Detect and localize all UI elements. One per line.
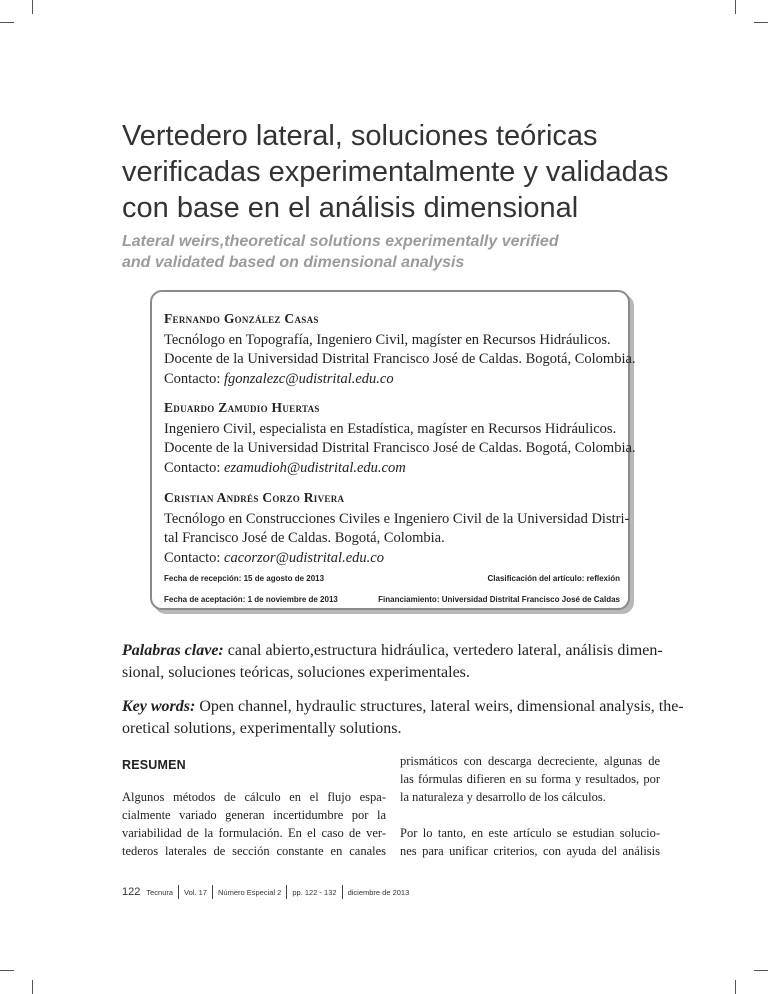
body-line: Por lo tanto, en este artículo se estudian solucio-	[400, 826, 660, 840]
title-line: verificadas experimentalmente y validadas	[122, 156, 669, 188]
page-range: pp. 122 - 132	[292, 887, 337, 897]
author-email-link[interactable]: cacorzor@udistrital.edu.co	[224, 549, 384, 566]
funding-source: Financiamiento: Universidad Distrital Francisco José de Caldas	[378, 595, 620, 604]
author-contact	[164, 549, 624, 569]
article-title	[122, 118, 682, 226]
footer-divider	[342, 885, 343, 899]
journal-volume: Vol. 17	[184, 887, 207, 897]
author-email-link[interactable]: ezamudioh@udistrital.edu.com	[224, 459, 406, 476]
body-line: Algunos métodos de cálculo en el flujo espa-	[122, 790, 386, 804]
journal-name: Tecnura	[146, 887, 174, 897]
acceptance-date: Fecha de aceptación: 1 de noviembre de 2013	[164, 595, 338, 604]
author-name: Eduardo Zamudio Huertas	[164, 400, 320, 415]
body-line: prismáticos con descarga decreciente, algunas de	[400, 754, 660, 768]
body-line: la naturaleza y desarrollo de los cálculos.	[400, 790, 606, 804]
author-affiliation: Tecnólogo en Construcciones Civiles e Ingeniero Civil de la Universidad Distri-	[164, 510, 630, 527]
footer-divider	[212, 885, 213, 899]
body-line: variabilidad de la formulación. En el caso de ver-	[122, 826, 386, 840]
author-email-link[interactable]: fgonzalezc@udistrital.edu.co	[224, 370, 394, 387]
resumen-right-column-p2	[400, 824, 660, 860]
body-line: nes para unificar criterios, con ayuda del análisis	[400, 844, 660, 858]
page-footer	[122, 885, 409, 899]
subtitle-line: Lateral weirs,theoretical solutions experimentally verified	[122, 233, 559, 250]
author-affiliation: Docente de la Universidad Distrital Francisco José de Caldas. Bogotá, Colombia.	[164, 351, 636, 367]
crop-mark	[735, 980, 736, 994]
footer-divider	[178, 885, 179, 899]
keywords-text: sional, soluciones teóricas, soluciones experimentales.	[122, 664, 470, 681]
author-block	[164, 398, 636, 478]
crop-mark	[0, 970, 14, 971]
keywords-text: oretical solutions, experimentally solutions.	[122, 720, 402, 737]
journal-issue: Número Especial 2	[217, 887, 282, 897]
body-line: las fórmulas difieren en su forma y resultados, por	[400, 772, 660, 786]
resumen-heading: RESUMEN	[122, 758, 186, 772]
author-name: Fernando González Casas	[164, 311, 319, 326]
contact-label: Contacto:	[164, 459, 225, 476]
keywords-spanish	[122, 640, 662, 684]
resumen-left-column	[122, 788, 386, 860]
english-subtitle	[122, 231, 682, 273]
body-line: cialmente variado generan incertidumbre por la	[122, 808, 386, 822]
author-block	[164, 309, 636, 389]
reception-date: Fecha de recepción: 15 de agosto de 2013	[164, 574, 325, 583]
author-affiliation: Tecnólogo en Topografía, Ingeniero Civil, magíster en Recursos Hidráulicos.	[164, 331, 611, 348]
crop-mark	[0, 22, 14, 23]
subtitle-line: and validated based on dimensional analysis	[122, 254, 465, 271]
crop-mark	[735, 0, 736, 14]
keywords-english	[122, 696, 684, 740]
author-name: Cristian Andrés Corzo Rivera	[164, 490, 345, 505]
crop-mark	[754, 970, 768, 971]
page-number: 122	[122, 886, 141, 898]
author-affiliation: Ingeniero Civil, especialista en Estadística, magíster en Recursos Hidráulicos.	[164, 420, 617, 437]
resumen-right-column	[400, 752, 660, 806]
contact-label: Contacto:	[164, 549, 225, 566]
keywords-label: Key words:	[122, 698, 196, 715]
author-affiliation: Docente de la Universidad Distrital Francisco José de Caldas. Bogotá, Colombia.	[164, 440, 636, 456]
article-classification: Clasificación del artículo: reflexión	[487, 574, 620, 583]
title-line: Vertedero lateral, soluciones teóricas	[122, 120, 598, 152]
keywords-text: Open channel, hydraulic structures, lateral weirs, dimensional analysis, the-	[195, 698, 684, 715]
author-block	[164, 488, 630, 568]
crop-mark	[32, 980, 33, 994]
footer-divider	[286, 885, 287, 899]
author-contact	[164, 370, 624, 390]
contact-label: Contacto:	[164, 370, 225, 387]
author-contact	[164, 459, 624, 479]
keywords-text: canal abierto,estructura hidráulica, vertedero lateral, análisis dimen-	[223, 642, 663, 659]
author-affiliation: tal Francisco José de Caldas. Bogotá, Colombia.	[164, 530, 445, 546]
publication-date: diciembre de 2013	[347, 887, 410, 897]
keywords-label: Palabras clave:	[122, 642, 224, 659]
crop-mark	[32, 0, 33, 14]
crop-mark	[754, 22, 768, 23]
body-line: tederos laterales de sección constante en canales	[122, 844, 386, 858]
title-line: con base en el análisis dimensional	[122, 192, 579, 224]
